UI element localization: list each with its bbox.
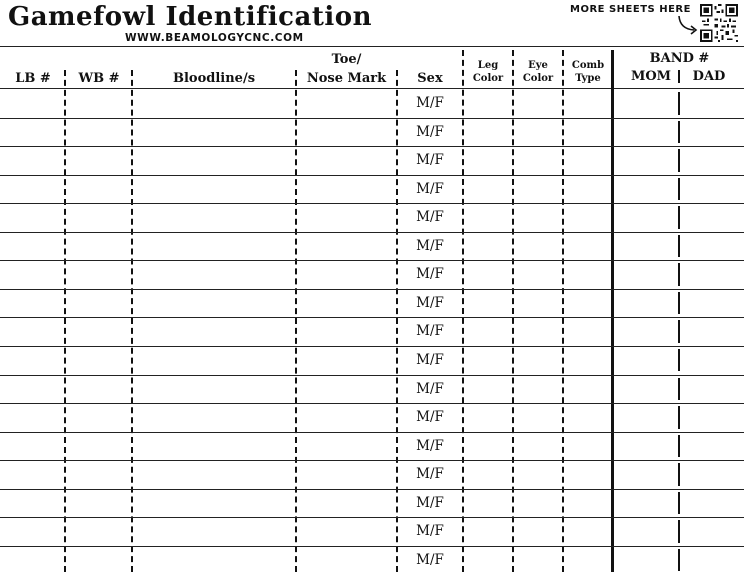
mom-dad-divider xyxy=(678,349,680,372)
col-header-comb-line2: Type xyxy=(575,73,601,84)
more-sheets-label: MORE SHEETS HERE xyxy=(570,4,691,15)
sex-cell[interactable]: M/F xyxy=(416,351,444,368)
row-divider xyxy=(0,289,744,290)
qr-code-icon[interactable] xyxy=(700,4,738,42)
row-divider xyxy=(0,118,744,119)
mom-dad-divider xyxy=(678,121,680,144)
divider-comb-band xyxy=(611,50,614,572)
mom-dad-divider xyxy=(678,406,680,429)
row-divider xyxy=(0,146,744,147)
sex-cell[interactable]: M/F xyxy=(416,551,444,568)
sex-cell[interactable]: M/F xyxy=(416,209,444,226)
mom-dad-divider xyxy=(678,435,680,458)
sex-cell[interactable]: M/F xyxy=(416,437,444,454)
mom-dad-divider xyxy=(678,378,680,401)
sex-cell[interactable]: M/F xyxy=(416,523,444,540)
divider-sex-leg xyxy=(462,50,464,572)
header-top-rule xyxy=(0,46,744,47)
mom-dad-divider xyxy=(678,92,680,115)
sex-cell[interactable]: M/F xyxy=(416,294,444,311)
header-bottom-rule xyxy=(0,88,744,89)
sex-cell[interactable]: M/F xyxy=(416,466,444,483)
sex-cell[interactable]: M/F xyxy=(416,409,444,426)
sex-cell[interactable]: M/F xyxy=(416,237,444,254)
sex-cell[interactable]: M/F xyxy=(416,123,444,140)
col-header-leg-line2: Color xyxy=(472,73,504,84)
row-divider xyxy=(0,232,744,233)
col-header-comb-line1: Comb xyxy=(571,60,605,71)
col-header-mom: MOM xyxy=(630,69,672,84)
mom-dad-divider xyxy=(678,492,680,515)
sex-cell[interactable]: M/F xyxy=(416,95,444,111)
sex-cell[interactable]: M/F xyxy=(416,494,444,511)
row-divider xyxy=(0,317,744,318)
curved-arrow-icon xyxy=(676,14,700,36)
row-divider xyxy=(0,460,744,461)
mom-dad-divider xyxy=(678,463,680,486)
row-divider xyxy=(0,375,744,376)
row-divider xyxy=(0,346,744,347)
col-header-toe-line1: Toe/ xyxy=(331,52,362,67)
sex-cell[interactable]: M/F xyxy=(416,266,444,283)
mom-dad-divider xyxy=(678,320,680,343)
mom-dad-header-divider xyxy=(678,70,680,83)
col-header-toe-line2: Nose Mark xyxy=(306,71,387,86)
page-title: Gamefowl Identification xyxy=(8,2,372,32)
col-header-sex: Sex xyxy=(417,71,443,86)
sex-cell[interactable]: M/F xyxy=(416,180,444,197)
row-divider xyxy=(0,403,744,404)
sex-cell[interactable]: M/F xyxy=(416,380,444,397)
col-header-eye-line2: Color xyxy=(522,73,554,84)
col-header-wb: WB # xyxy=(78,71,120,86)
sex-cell[interactable]: M/F xyxy=(416,152,444,169)
row-divider xyxy=(0,432,744,433)
col-header-leg-line1: Leg xyxy=(477,60,499,71)
mom-dad-divider xyxy=(678,235,680,258)
row-divider xyxy=(0,175,744,176)
divider-eye-comb xyxy=(562,50,564,572)
col-header-band: BAND # xyxy=(649,51,710,66)
col-header-eye-line1: Eye xyxy=(528,60,548,71)
website-url[interactable]: WWW.BEAMOLOGYCNC.COM xyxy=(125,32,304,44)
mom-dad-divider xyxy=(678,263,680,286)
divider-leg-eye xyxy=(512,50,514,572)
col-header-dad: DAD xyxy=(692,69,726,84)
mom-dad-divider xyxy=(678,520,680,543)
row-divider xyxy=(0,203,744,204)
sex-cell[interactable]: M/F xyxy=(416,323,444,340)
row-divider xyxy=(0,517,744,518)
row-divider xyxy=(0,489,744,490)
mom-dad-divider xyxy=(678,206,680,229)
mom-dad-divider xyxy=(678,292,680,315)
row-divider xyxy=(0,546,744,547)
col-header-bloodline: Bloodline/s xyxy=(172,71,256,86)
mom-dad-divider xyxy=(678,178,680,201)
mom-dad-divider xyxy=(678,149,680,172)
col-header-lb: LB # xyxy=(15,71,51,86)
row-divider xyxy=(0,260,744,261)
mom-dad-divider xyxy=(678,549,680,572)
